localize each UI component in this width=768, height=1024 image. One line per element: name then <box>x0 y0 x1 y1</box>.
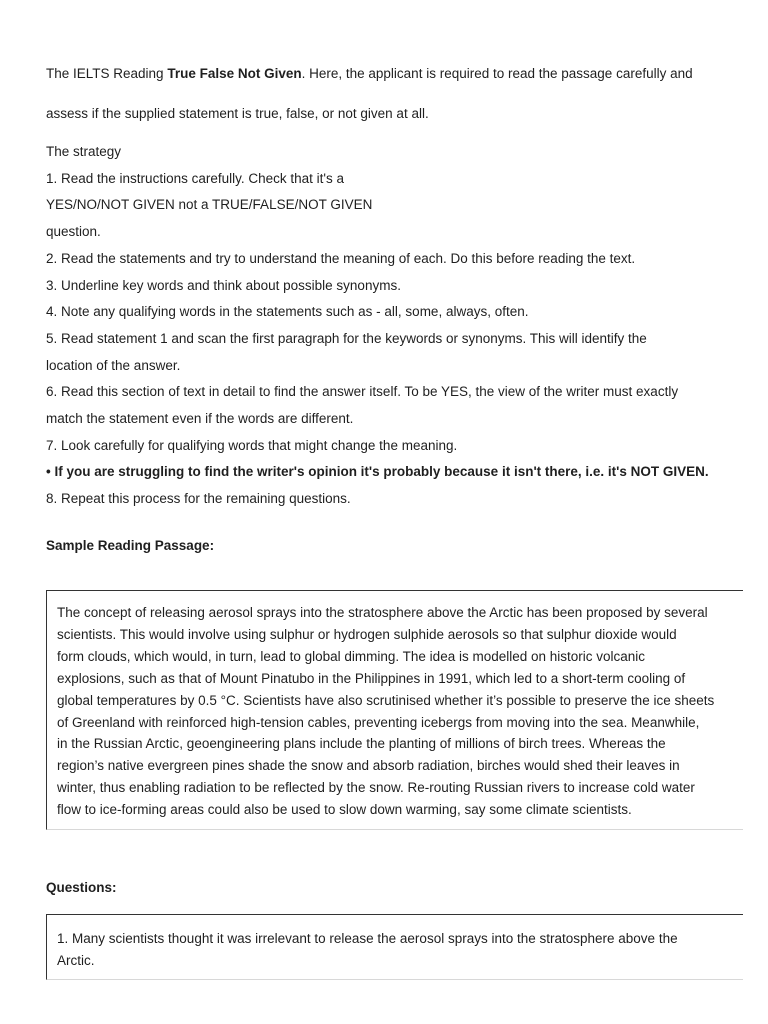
strategy-heading: The strategy <box>46 144 122 159</box>
intro-text-post: . Here, the applicant is required to read the passage carefully and <box>301 66 693 81</box>
intro-text-bold: True False Not Given <box>167 66 302 81</box>
strategy-tip: • If you are struggling to find the writer's opinion it's probably because it isn't there, i.e. it's NOT GIVEN. <box>46 464 709 480</box>
question-1-box <box>46 914 743 980</box>
passage-line: The concept of releasing aerosol sprays into the stratosphere above the Arctic has been proposed by several <box>57 605 708 620</box>
intro-line-2: assess if the supplied statement is true, false, or not given at all. <box>46 106 429 121</box>
strategy-line: 8. Repeat this process for the remaining questions. <box>46 491 351 507</box>
intro-line-1 <box>46 66 693 81</box>
strategy-line: question. <box>46 224 101 240</box>
strategy-line: match the statement even if the words are different. <box>46 411 354 427</box>
strategy-line: 6. Read this section of text in detail to find the answer itself. To be YES, the view of the writer must exactly <box>46 384 679 400</box>
strategy-line: 1. Read the instructions carefully. Check that it's a <box>46 170 344 186</box>
questions-heading: Questions: <box>46 880 117 895</box>
strategy-section <box>46 139 746 513</box>
passage-line: in the Russian Arctic, geoengineering plans include the planting of millions of birch trees. Whereas the <box>57 736 666 752</box>
strategy-line: 3. Underline key words and think about possible synonyms. <box>46 277 401 293</box>
strategy-line: location of the answer. <box>46 357 181 373</box>
passage-line: scientists. This would involve using sulphur or hydrogen sulphide aerosols so that sulphur dioxide would <box>57 626 677 642</box>
passage-heading: Sample Reading Passage: <box>46 538 215 553</box>
strategy-line: YES/NO/NOT GIVEN not a TRUE/FALSE/NOT GIVEN <box>46 197 373 213</box>
intro-text-pre: The IELTS Reading <box>46 66 168 81</box>
passage-line: global temperatures by 0.5 °C. Scientists have also scrutinised whether it’s possible to preserve the ice sheets <box>57 692 715 708</box>
question-line: Arctic. <box>57 952 95 968</box>
passage-line: form clouds, which would, in turn, lead to global dimming. The idea is modelled on historic volcanic <box>57 648 646 664</box>
question-line: 1. Many scientists thought it was irrelevant to release the aerosol sprays into the stratosphere above the <box>57 931 678 946</box>
strategy-line: 2. Read the statements and try to understand the meaning of each. Do this before reading the text. <box>46 250 636 266</box>
passage-line: explosions, such as that of Mount Pinatubo in the Philippines in 1991, which led to a short-term cooling of <box>57 670 686 686</box>
passage-line: flow to ice-forming areas could also be used to slow down warming, say some climate scientists. <box>57 802 632 818</box>
strategy-line: 4. Note any qualifying words in the statements such as - all, some, always, often. <box>46 304 529 320</box>
passage-box <box>46 590 743 830</box>
strategy-line: 5. Read statement 1 and scan the first paragraph for the keywords or synonyms. This will identify the <box>46 330 647 346</box>
passage-line: of Greenland with reinforced high-tension cables, preventing icebergs from moving into the sea. Meanwhile, <box>57 714 700 730</box>
strategy-line: 7. Look carefully for qualifying words that might change the meaning. <box>46 437 458 453</box>
passage-line: winter, thus enabling radiation to be reflected by the snow. Re-routing Russian rivers to increase cold water <box>57 780 695 796</box>
passage-line: region’s native evergreen pines shade the snow and absorb radiation, birches would shed their leaves in <box>57 758 680 774</box>
